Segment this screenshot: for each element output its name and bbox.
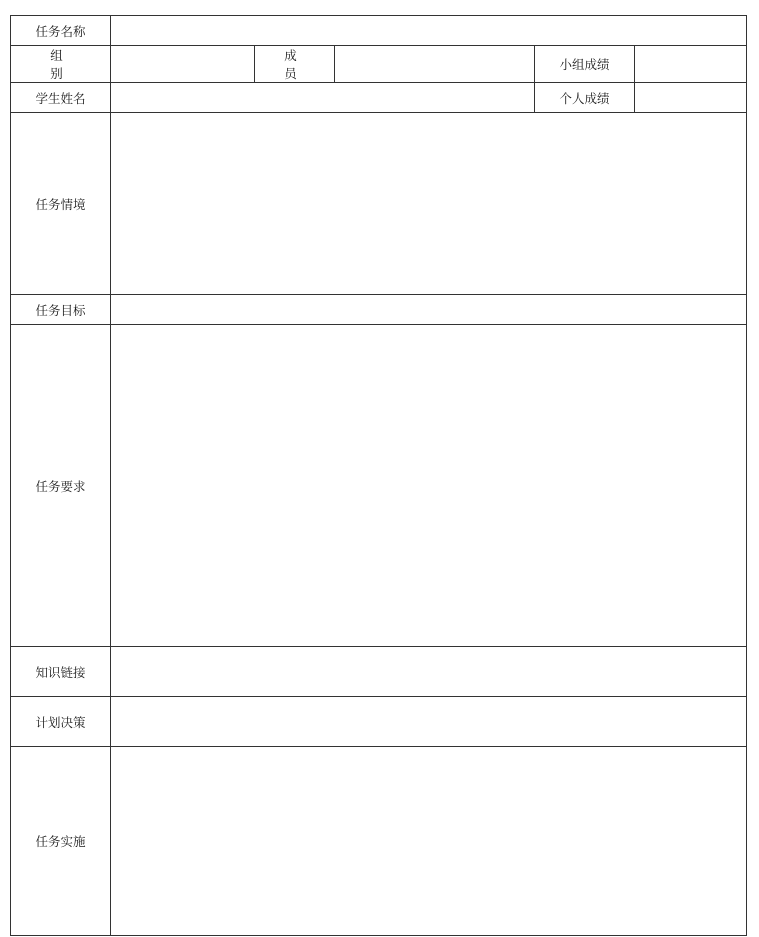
- student-name-row: [11, 83, 747, 113]
- goal-row: [11, 295, 747, 325]
- student-name-label: 学生姓名: [11, 83, 111, 113]
- knowledge-label: 知识链接: [11, 647, 111, 697]
- implementation-cell[interactable]: [111, 747, 747, 936]
- knowledge-value-cell[interactable]: [111, 647, 747, 697]
- task-name-row: [11, 16, 747, 46]
- requirements-row: [11, 325, 747, 647]
- knowledge-row: [11, 647, 747, 697]
- group-value-cell[interactable]: [111, 46, 255, 83]
- plan-label: 计划决策: [11, 697, 111, 747]
- goal-text: [111, 295, 747, 325]
- task-sheet-table: [10, 15, 747, 936]
- members-label: 成 员: [255, 46, 335, 83]
- scenario-label: 任务情境: [11, 113, 111, 295]
- personal-score-value-cell[interactable]: [635, 83, 747, 113]
- requirements-cell: [111, 325, 747, 647]
- implementation-row: [11, 747, 747, 936]
- plan-value-cell[interactable]: [111, 697, 747, 747]
- plan-row: [11, 697, 747, 747]
- group-label: 组 别: [11, 46, 111, 83]
- requirements-label: 任务要求: [11, 325, 111, 647]
- task-name-label: 任务名称: [11, 16, 111, 46]
- scenario-text-cell: [111, 113, 747, 295]
- group-score-value-cell[interactable]: [635, 46, 747, 83]
- personal-score-label: 个人成绩: [535, 83, 635, 113]
- goal-label: 任务目标: [11, 295, 111, 325]
- group-row: [11, 46, 747, 83]
- scenario-row: [11, 113, 747, 295]
- task-name-value[interactable]: [111, 16, 747, 46]
- student-name-value-cell[interactable]: [111, 83, 535, 113]
- group-score-label: 小组成绩: [535, 46, 635, 83]
- implementation-label: 任务实施: [11, 747, 111, 936]
- members-value-cell[interactable]: [335, 46, 535, 83]
